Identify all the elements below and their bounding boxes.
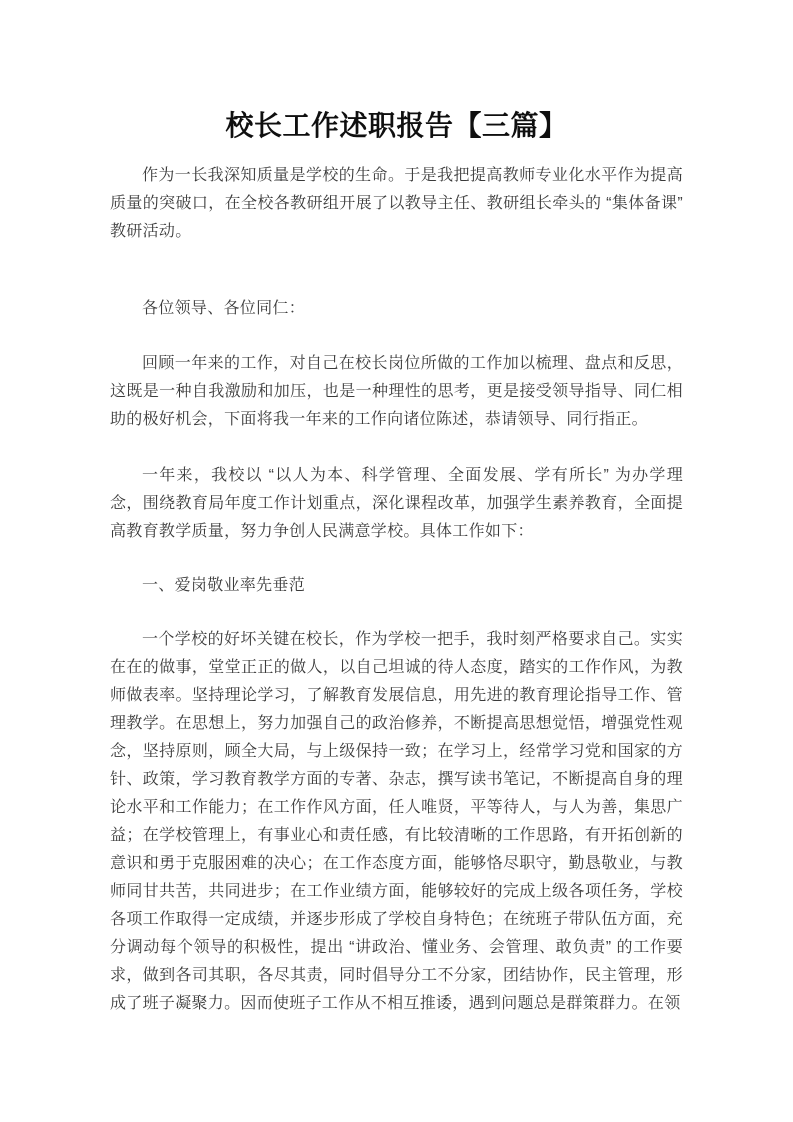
- section-heading-1: 一、爱岗敬业率先垂范: [142, 577, 306, 594]
- intro-paragraph: 作为一长我深知质量是学校的生命。于是我把提高教师专业化水平作为提高质量的突破口，在全校各教研组开展了以教导主任、教研组长牵头的 “集体备课” 教研活动。: [110, 167, 683, 240]
- document-title: 校长工作述职报告【三篇】: [225, 110, 568, 141]
- salutation-line: 各位领导、各位同仁：: [142, 300, 306, 317]
- section-1-body-paragraph: 一个学校的好坏关键在校长，作为学校一把手，我时刻严格要求自己。实实在在的做事，堂堂正正的做人，以自己坦诚的待人态度，踏实的工作作风，为教师做表率。坚持理论学习，了解教育发展信息，用先进的教育理论指导工作、管理教学。在思想上，努力加强自己的政治修养，不断提高思想觉悟，增强党性观念，坚持原则，顾全大局，与上级保持一致；在学习上，经常学习党和国家的方针、政策，学习教育教学方面的专著、杂志，撰写读书笔记，不断提高自身的理论水平和工作能力；在工作作风方面，任人唯贤，平等待人，与人为善，集思广益；在学校管理上，有事业心和责任感，有比较清晰的工作思路，有开拓创新的意识和勇于克服困难的决心；在工作态度方面，能够恪尽职守，勤恳敬业，与教师同甘共苦，共同进步；在工作业绩方面，能够较好的完成上级各项任务，学校各项工作取得一定成绩，并逐步形成了学校自身特色；在统班子带队伍方面，充分调动每个领导的积极性，提出 “讲政治、懂业务、会管理、敢负责” 的工作要求，做到各司其职，各尽其责，同时倡导分工不分家，团结协作，民主管理，形成了班子凝聚力。因而使班子工作从不相互推诿，遇到问题总是群策群力。在领: [110, 631, 683, 1012]
- philosophy-paragraph: 一年来，我校以 “以人为本、科学管理、全面发展、学有所长” 为办学理念，围绕教育局年度工作计划重点，深化课程改革，加强学生素养教育，全面提高教育教学质量，努力争创人民满意学校。具体工作如下：: [110, 467, 683, 540]
- review-paragraph: 回顾一年来的工作，对自己在校长岗位所做的工作加以梳理、盘点和反思，这既是一种自我激励和加压，也是一种理性的思考，更是接受领导指导、同仁相助的极好机会，下面将我一年来的工作向诸位陈述，恭请领导、同行指正。: [110, 355, 683, 428]
